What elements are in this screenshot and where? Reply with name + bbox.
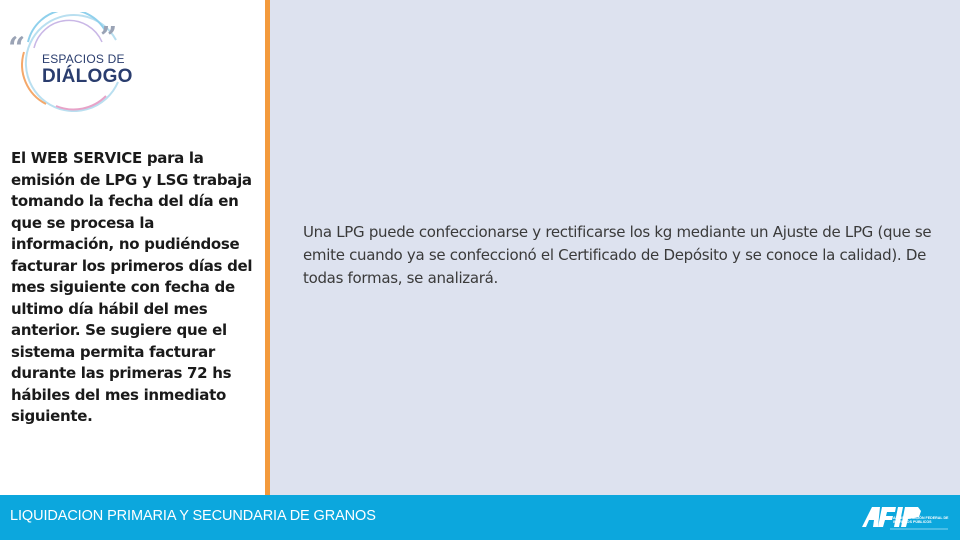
left-body-text: El WEB SERVICE para la emisión de LPG y LSG trabaja tomando la fecha del día en que se procesa la información, no pudiéndose facturar los primeros días del mes siguiente con fecha de ultimo día hábil del mes anterior. Se sugiere que el sistema permita facturar durante las primeras 72 hs hábiles del mes inmediato siguiente. [11, 149, 253, 425]
right-body-text: Una LPG puede confeccionarse y rectificarse los kg mediante un Ajuste de LPG (que se emite cuando ya se confeccionó el Certificado de Depósito y se conoce la calidad). De todas formas, se analizará. [303, 223, 932, 287]
footer-bar [0, 495, 960, 540]
footer-title: LIQUIDACION PRIMARIA Y SECUNDARIA DE GRANOS [10, 508, 376, 524]
espacios-de-dialogo-logo [6, 12, 133, 112]
logo-line1: ESPACIOS DE [42, 52, 125, 66]
svg-text:“: “ [8, 31, 26, 66]
logo-line2: DIÁLOGO [42, 66, 133, 87]
afip-subtitle: ADMINISTRACIÓN FEDERAL DE INGRESOS PÚBLICOS [893, 516, 949, 524]
left-panel [0, 0, 265, 495]
svg-text:”: ” [100, 21, 118, 56]
